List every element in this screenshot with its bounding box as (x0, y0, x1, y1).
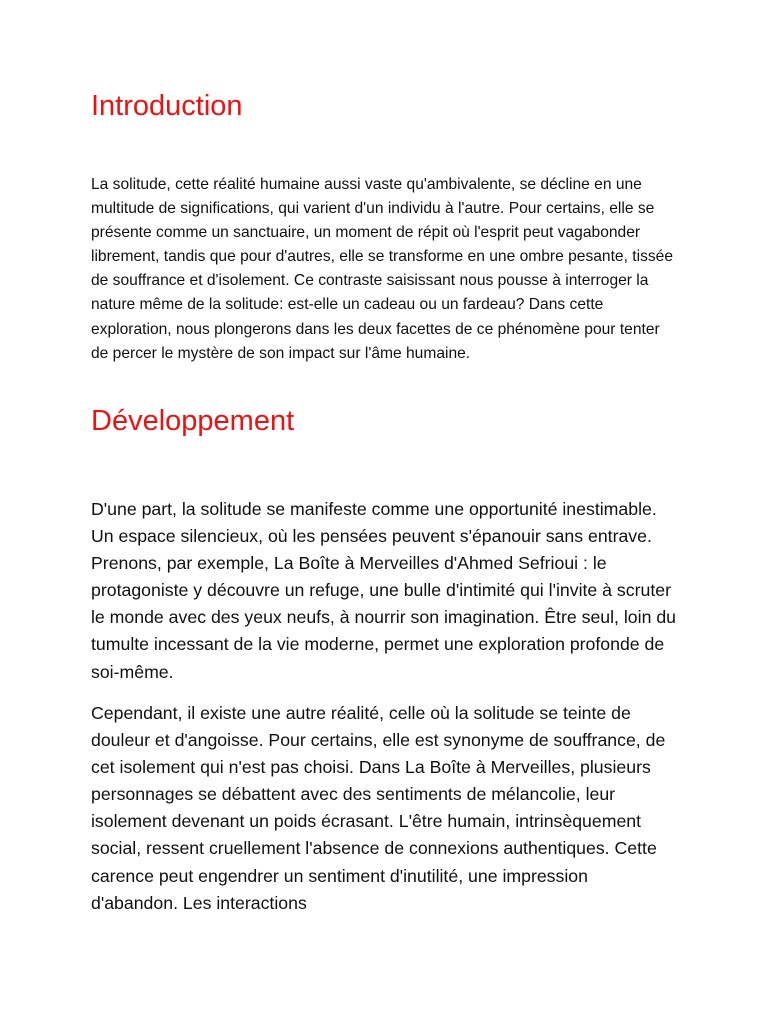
developpement-paragraph-1: D'une part, la solitude se manifeste comme une opportunité inestimable. Un espace silencieux, où les pensées peuvent s'épanouir sans entrave. Prenons, par exemple, La Boîte à Merveilles d'Ahmed Sefrioui : le protagoniste y découvre un refuge, une bulle d'intimité qui l'invite à scruter le monde avec des yeux neufs, à nourrir son imagination. Être seul, loin du tumulte incessant de la vie moderne, permet une exploration profonde de soi-même. (91, 499, 677, 682)
introduction-heading: Introduction (91, 90, 243, 122)
introduction-paragraph: La solitude, cette réalité humaine aussi vaste qu'ambivalente, se décline en une multitude de significations, qui varient d'un individu à l'autre. Pour certains, elle se présente comme un sanctuaire, un moment de répit où l'esprit peut vagabonder librement, tandis que pour d'autres, elle se transforme en une ombre pesante, tissée de souffrance et d'isolement. Ce contraste saisissant nous pousse à interroger la nature même de la solitude: est-elle un cadeau ou un fardeau? Dans cette exploration, nous plongerons dans les deux facettes de ce phénomène pour tenter de percer le mystère de son impact sur l'âme humaine. (91, 176, 674, 362)
developpement-paragraph-2: Cependant, il existe une autre réalité, celle où la solitude se teinte de douleur et d'angoisse. Pour certains, elle est synonyme de souffrance, de cet isolement qui n'est pas choisi. Dans La Boîte à Merveilles, plusieurs personnages se débattent avec des sentiments de mélancolie, leur isolement devenant un poids écrasant. L'être humain, intrinsèquement social, ressent cruellement l'absence de connexions authentiques. Cette carence peut engendrer un sentiment d'inutilité, une impression d'abandon. Les interactions (91, 703, 666, 913)
developpement-heading: Développement (91, 405, 295, 437)
